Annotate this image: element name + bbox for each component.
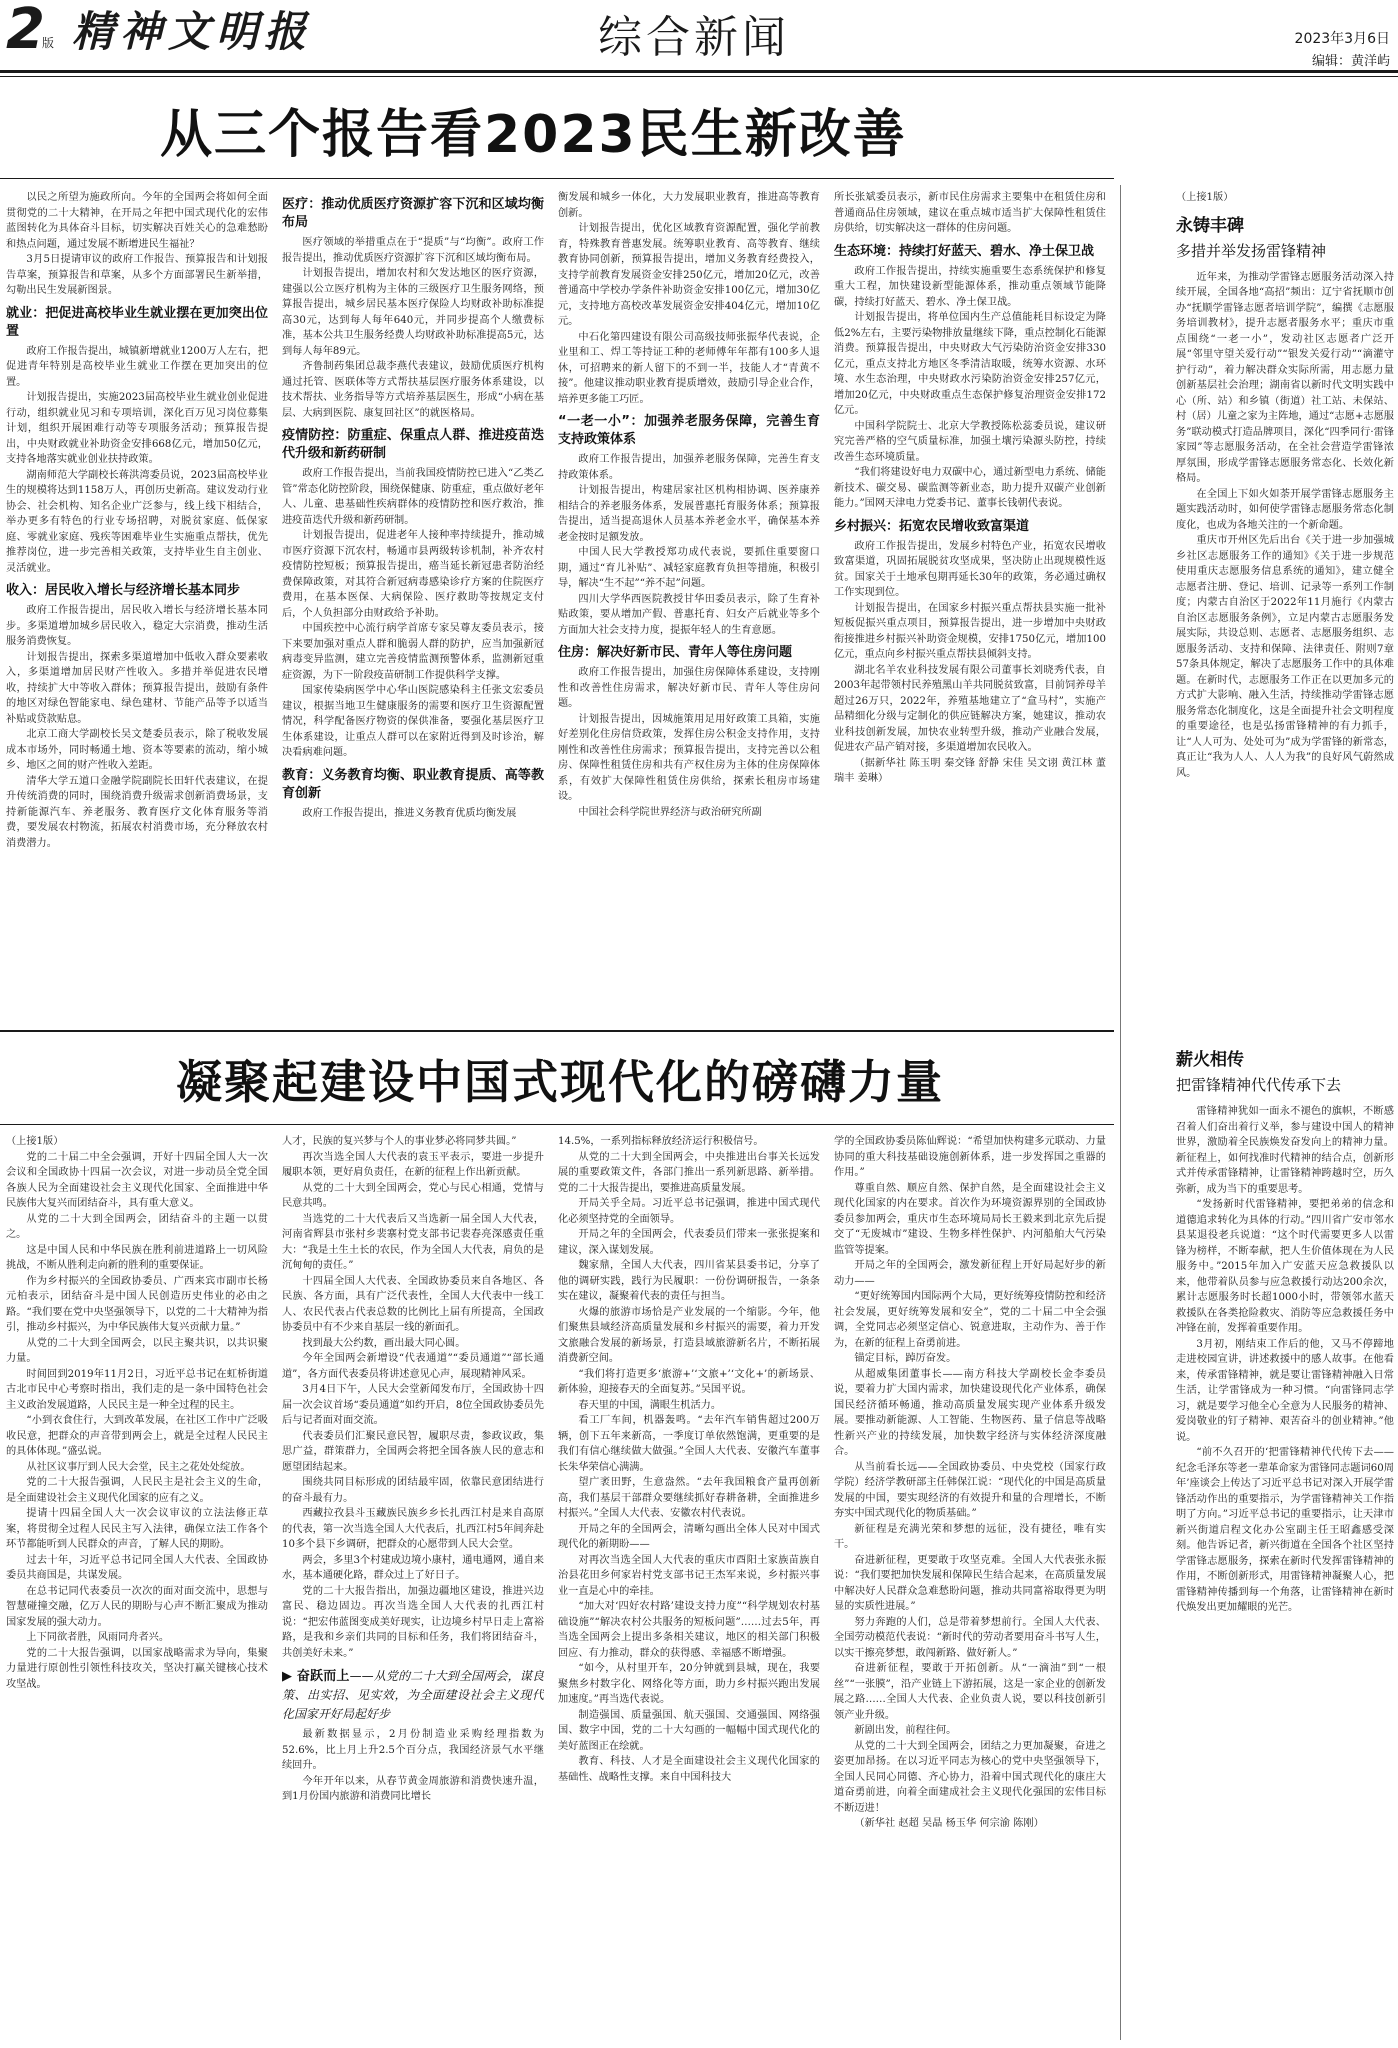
paragraph: 火爆的旅游市场恰是产业发展的一个缩影。今年，他们聚焦县域经济高质量发展和乡村振兴的需要，着力开发文旅融合发展的新场景，打造县域旅游新名片，不断拓展消费新空间。 bbox=[558, 1306, 820, 1364]
article1-column-2 bbox=[282, 190, 544, 1020]
paragraph: 政府工作报告提出，城镇新增就业1200万人左右，把促进青年特别是高校毕业生就业工作摆在更加突出的位置。 bbox=[6, 345, 268, 388]
paragraph: “更好统筹国内国际两个大局，更好统筹疫情防控和经济社会发展，更好统筹发展和安全”，党的二十届二中全会强调，全党同志必须坚定信心、锐意进取，主动作为、善于作为，在新的征程上奋勇前进。 bbox=[834, 1291, 1106, 1349]
paragraph: 从党的二十大到全国两会，中央推进出台事关长远发展的重要政策文件，各部门推出一系列新思路、新举措。党的二十大报告提出，要推进高质量发展。 bbox=[558, 1151, 820, 1194]
article2-column-2 bbox=[282, 1134, 544, 2040]
paragraph: 努力奔跑的人们，总是带着梦想前行。全国人大代表、全国劳动模范代表说：“新时代的劳动者要用奋斗书写人生，以实干擦亮梦想，敢闯新路、做好新人。” bbox=[834, 1616, 1106, 1659]
paragraph: 学的全国政协委员陈仙辉说：“希望加快构建多元联动、力量协同的重大科技基础设施创新体系，进一步发挥国之重器的作用。” bbox=[834, 1136, 1106, 1178]
paragraph: 计划报告提出，增加农村和欠发达地区的医疗资源，建强以公立医疗机构为主体的三级医疗卫生服务网络，预算报告提出，城乡居民基本医疗保险人均财政补助标准提高30元，达到每人每年640元，并同步提高个人缴费标准，基本公共卫生服务经费人均财政补助标准提高5元，达到每人每年89元。 bbox=[282, 268, 544, 357]
paragraph: 从党的二十大到全国两会，以民主聚共识，以共识聚力量。 bbox=[6, 1337, 268, 1364]
page-number: 2 bbox=[6, 0, 45, 62]
paragraph: 提请十四届全国人大一次会议审议的立法法修正草案，将贯彻全过程人民民主写入法律，确保立法工作各个环节都能听到人民群众的声音，了解人民的期盼。 bbox=[6, 1508, 268, 1550]
paragraph: 重庆市开州区先后出台《关于进一步加强城乡社区志愿服务工作的通知》《关于进一步规范使用重庆志愿服务信息系统的通知》，建立健全志愿者注册、登记、培训、记录等一系列工作制度；内蒙古自治区于2022年11月施行《内蒙古自治区志愿服务条例》，立足内蒙古志愿服务发展实际，共设总则、志愿者、志愿服务组织、志愿服务活动、支持和保障、法律责任、附则7章57条具体规定，解决了志愿服务工作中的具体难题。在新时代，志愿服务工作正在以更加多元的方式扩大影响、融入生活，持续推动学雷锋志愿服务常态化制度化，这是全面提升社会文明程度的重要途径，也是弘扬雷锋精神的有力抓手，让“人人可为、处处可为”成为学雷锋的新常态，真正让“我为人人、人人为我”的良好风气蔚然成风。 bbox=[1176, 535, 1394, 779]
sidebar-divider bbox=[1120, 185, 1121, 2040]
subheading-mark-icon: ▶ bbox=[282, 1669, 293, 1684]
masthead-rule bbox=[0, 70, 1398, 73]
paragraph: 计划报告提出，构建居家社区机构相协调、医养康养相结合的养老服务体系，发展普惠托育服务体系；预算报告提出，适当提高退休人员基本养老金水平，确保基本养老金按时足额发放。 bbox=[558, 485, 820, 543]
paragraph: 计划报告提出，探索多渠道增加中低收入群众要素收入，多渠道增加居民财产性收入。多措并举促进农民增收，持续扩大中等收入群体；预算报告提出，鼓励有条件的地区对绿色智能家电、绿色建材、节能产品等予以适当补贴或贷款贴息。 bbox=[6, 651, 268, 725]
paragraph: 政府工作报告提出，加强养老服务保障，完善生育支持政策体系。 bbox=[558, 454, 820, 481]
paragraph: 教育、科技、人才是全面建设社会主义现代化国家的基础性、战略性支撑。来自中国科技大 bbox=[558, 1756, 820, 1783]
paragraph: 中国社会科学院世界经济与政治研究所副 bbox=[578, 806, 762, 818]
paragraph: 计划报告提出，在国家乡村振兴重点帮扶县实施一批补短板促振兴重点项目，预算报告提出，进一步增加中央财政衔接推进乡村振兴补助资金规模，安排1750亿元，增加100亿元，重点向乡村振兴重点帮扶县倾斜支持。 bbox=[834, 602, 1106, 660]
issue-date: 2023年3月6日 bbox=[1294, 31, 1390, 47]
paragraph: 最新数据显示，2月份制造业采购经理指数为52.6%，比上月上升2.5个百分点，我国经济景气水平继续回升。 bbox=[282, 1729, 544, 1771]
paragraph: 中国疾控中心流行病学首席专家吴尊友委员表示，接下来要加强对重点人群和脆弱人群的防护，应当加强新冠病毒变异监测，建立完善疫情监测预警体系，监测新冠重症资源，为下一阶段疫苗研制工作提供科学支撑。 bbox=[282, 623, 544, 681]
paragraph: 衡发展和城乡一体化，大力发展职业教育，推进高等教育创新。 bbox=[558, 192, 820, 219]
paragraph: 从党的二十大到全国两会，团结之力更加凝聚，奋进之姿更加昂扬。在以习近平同志为核心的党中央坚强领导下，全国人民同心同德、齐心协力，沿着中国式现代化的康庄大道奋勇前进，向着全面建成社会主义现代化强国的宏伟目标不断迈进！ bbox=[834, 1740, 1106, 1814]
paragraph: 两会，多里3个村建成边境小康村，通电通网，通自来水，基本通硬化路，群众过上了好日子。 bbox=[282, 1554, 544, 1581]
subheading: 就业：把促进高校毕业生就业摆在更加突出位置 bbox=[6, 305, 268, 339]
article2-column-1 bbox=[6, 1134, 268, 2040]
paragraph: 开局之年的全国两会，激发新征程上开好局起好步的新动力—— bbox=[834, 1260, 1106, 1287]
paragraph: 在总书记同代表委员一次次的面对面交流中，思想与智慧碰撞交融，亿万人民的期盼与心声不断汇聚成为推动国家发展的强大动力。 bbox=[6, 1585, 268, 1628]
paragraph: 政府工作报告提出，居民收入增长与经济增长基本同步。多渠道增加城乡居民收入，稳定大宗消费，推动生活服务消费恢复。 bbox=[6, 605, 268, 647]
byline: （据新华社 陈玉明 秦交锋 舒静 宋佳 吴文诩 黄江林 董瑞丰 姜琳） bbox=[834, 757, 1106, 784]
paragraph: 政府工作报告提出，持续实施重要生态系统保护和修复重大工程，加快建设新型能源体系，推动重点领域节能降碳，持续打好蓝天、碧水、净土保卫战。 bbox=[834, 265, 1106, 308]
paragraph: 开局关乎全局。习近平总书记强调，推进中国式现代化必须坚持党的全面领导。 bbox=[558, 1198, 820, 1225]
paragraph: “我们将打造更多‘旅游+’‘文旅+’‘文化+’的新场景、新体验，迎接春天的全面复苏。”吴国平说。 bbox=[558, 1368, 820, 1395]
sidebar-article2-headline: 薪火相传 bbox=[1176, 1050, 1244, 1070]
paragraph: 再次当选全国人大代表的袁玉平表示，要进一步提升履职本领，更好肩负责任，在新的征程上作出新贡献。 bbox=[282, 1151, 544, 1178]
masthead-rule-thin bbox=[0, 76, 1398, 77]
paragraph: 湖南师范大学副校长蒋洪湾委员说，2023届高校毕业生的规模将达到1158万人，再创历史新高。建议发动行业协会、社会机构、知名企业广泛参与，线上线下相结合，举办更多有特色的行业专场招聘，对脱贫家庭、低保家庭、零就业家庭、残疾等困难毕业生实施重点帮扶，优先推荐岗位，进一步完善相关政策，支持毕业生自主创业、灵活就业。 bbox=[6, 469, 268, 574]
sidebar-article2-deck: 把雷锋精神代代传承下去 bbox=[1176, 1076, 1342, 1094]
paragraph: 代表委员们汇聚民意民智，履职尽责，参政议政，集思广益，群策群力，全国两会将把全国各族人民的意志和愿望团结起来。 bbox=[282, 1430, 544, 1473]
paragraph: 政府工作报告提出，当前我国疫情防控已进入“乙类乙管”常态化防控阶段，围绕保健康、防重症，重点做好老年人、儿童、患基础性疾病群体的疫情防控和医疗救治，推进疫苗迭代升级和新药研制。 bbox=[282, 468, 544, 526]
paragraph: 从党的二十大到全国两会，团结奋斗的主题一以贯之。 bbox=[6, 1213, 268, 1240]
subheading bbox=[282, 1667, 544, 1724]
sidebar-column-top bbox=[1176, 190, 1394, 1030]
paragraph: 党的二十大报告强调，以国家战略需求为导向，集聚力量进行原创性引领性科技攻关，坚决打赢关键核心技术攻坚战。 bbox=[6, 1647, 268, 1690]
paragraph: 雷锋精神犹如一面永不褪色的旗帜，不断感召着人们奋出着行义举，参与建设中国人的精神世界，激励着全民族焕发奋发向上的精神力量。新征程上，如何找准时代精神的结合点，创新形式并传承雷锋精神，让雷锋精神跨越时空，历久弥新，成为当下的重要思考。 bbox=[1176, 1106, 1394, 1195]
sidebar-article1-headline: 永铸丰碑 bbox=[1176, 215, 1244, 236]
section-title: 综合新闻 bbox=[598, 12, 790, 63]
edition-label: 版 bbox=[42, 36, 55, 50]
paragraph: 中国科学院院士、北京大学教授陈松蕊委员说，建议研究完善严格的空气质量标准，加强土壤污染源头防控，持续改善生态环境质量。 bbox=[834, 420, 1106, 463]
paragraph: 从超威集团董事长——南方科技大学副校长金李委员说，要着力扩大国内需求，加快建设现代化产业体系，确保国民经济循环畅通，推动高质量发展实现产业体系升级发展。要推动新能源、人工智能、生物医药、量子信息等战略性新兴产业的持续发展，加快数字经济与实体经济深度融合。 bbox=[834, 1368, 1106, 1457]
paragraph: 尊重自然、顺应自然、保护自然，是全面建设社会主义现代化国家的内在要求。首次作为环境资源界别的全国政协委员参加两会，重庆市生态环境局局长王毅来到北京先后提交了“无废城市”建设、生物多样性保护、内河船舶大气污染监管等提案。 bbox=[834, 1182, 1106, 1256]
article2-headline-rule bbox=[0, 1124, 1114, 1125]
paragraph: 上下同欲者胜，风雨同舟者兴。 bbox=[26, 1632, 170, 1643]
paragraph: “发扬新时代雷锋精神，要把弟弟的信念和道德追求转化为具体的行动。”四川省广安市邻水县某退役老兵说道：“这个时代需要更多人以雷锋为榜样，不断奉献，把人生价值体现在为人民服务中。”2015年加入广安蓝天应急救援队以来，他带着队员参与应急救援行动达200余次，累计志愿服务时长超1000小时，带领邻水蓝天救援队在各类抢险救灾、消防等应急救援任务中冲锋在前，发挥着重要作用。 bbox=[1176, 1199, 1394, 1334]
paragraph: 新征程是充满光荣和梦想的远征，没有捷径，唯有实干。 bbox=[834, 1523, 1106, 1550]
paragraph: 从党的二十大到全国两会，党心与民心相通，党情与民意共鸣。 bbox=[282, 1182, 544, 1209]
paragraph: 计划报告提出，优化区域教育资源配置，强化学前教育，特殊教育普惠发展。统筹职业教育、高等教育、继续教育协同创新，预算报告提出，增加义务教育经费投入，支持学前教育发展资金安排250亿元，增加20亿元，改善普通高中学校办学条件补助资金安排100亿元，增加30亿元，支持地方高校改革发展资金安排404亿元，增加10亿元。 bbox=[558, 223, 820, 327]
paragraph: 春天里的中国，满眼生机活力。 bbox=[578, 1399, 722, 1411]
paragraph: 今年全国两会新增设“代表通道”“委员通道”“部长通道”，各方面代表委员将讲述意见心声，展现精神风采。 bbox=[282, 1353, 544, 1380]
article1-column-3 bbox=[558, 190, 820, 1020]
paragraph: 医疗领域的举措重点在于“提质”与“均衡”。政府工作报告提出，推动优质医疗资源扩容下沉和区域均衡布局。 bbox=[282, 237, 544, 264]
paragraph: 开局之年的全国两会，清晰勾画出全体人民对中国式现代化的新期盼—— bbox=[558, 1523, 820, 1550]
paragraph: “如今，从村里开车，20分钟就到县城，现在，我要聚焦乡村数字化、网络化等方面，助力乡村振兴跑出发展加速度。”再当选代表说。 bbox=[558, 1663, 820, 1705]
article1-headline: 从三个报告看2023民生新改善 bbox=[160, 105, 907, 165]
subheading: 医疗：推动优质医疗资源扩容下沉和区域均衡布局 bbox=[282, 197, 544, 230]
paragraph: 望广袤田野，生意盎然。“去年我国粮食产量再创新高，我们基层干部群众要继续抓好春耕备耕，全面推进乡村振兴。”全国人大代表、安徽农村代表说。 bbox=[558, 1477, 820, 1519]
subheading: “一老一小”：加强养老服务保障，完善生育支持政策体系 bbox=[558, 414, 820, 447]
paragraph: 开局之年的全国两会，代表委员们带来一张张提案和建议，深入谋划发展。 bbox=[558, 1229, 820, 1256]
paragraph: 近年来，为推动学雷锋志愿服务活动深入持续开展，全国各地“高招”频出：辽宁省抚顺市创办“抚顺学雷锋志愿者培训学院”，编撰《志愿服务培训教材》，提升志愿者服务水平；重庆市重点围绕“一老一小”，发动社区志愿者广泛开展“邻里守望关爱行动”“银发关爱行动”“滴灌守护行动”，着力解决群众实际所需，用志愿力量创新基层社会治理；湖南省以新时代文明实践中心（所、站）和乡镇（街道）社工站、未保站、村（居）儿童之家为主阵地，通过“志愿+志愿服务”联动模式打造品牌项目，深化“四季同行·雷锋家园”等志愿服务活动，在全社会营造学雷锋浓厚氛围，形成学雷锋志愿服务常态化、长效化新格局。 bbox=[1176, 271, 1394, 484]
subheading-deck: ——从党的二十大到全国两会，谋良策、出实招、见实效，为全面建设社会主义现代化国家开好局起好步 bbox=[282, 1669, 544, 1721]
subheading: 收入：居民收入增长与经济增长基本同步 bbox=[6, 583, 241, 598]
paragraph: “我们将建设好电力双碳中心，通过新型电力系统、储能新技术、碳交易、碳监测等新业态，助力提升双碳产业创新能力。”国网天津电力党委书记、董事长钱朝代表说。 bbox=[834, 467, 1106, 509]
paragraph: 中国人民大学教授郑功成代表说，要抓住重要窗口期，通过“育儿补贴”、减轻家庭教育负担等措施，积极引导，解决“生不起”“养不起”问题。 bbox=[558, 547, 820, 589]
paragraph: 人才，民族的复兴梦与个人的事业梦必将同梦共圆。” bbox=[282, 1136, 517, 1147]
subheading: 生态环境：持续打好蓝天、碧水、净土保卫战 bbox=[834, 243, 1095, 259]
paragraph: 14.5%，一系列指标释放经济运行积极信号。 bbox=[558, 1136, 764, 1147]
paragraph: 湖北名羊农业科技发展有限公司董事长刘晓秀代表，自2003年起带领村民养殖黑山羊共同脱贫致富，目前饲养母羊超过26万只，2022年，养殖基地建立了“盒马村”，实施产品精细化分级与定制化的供应链解决方案，她建议，推动农业科技创新发展，加快农业转型升级，推动产业融合发展，促进农产品产销对接，多渠道增加农民收入。 bbox=[834, 664, 1106, 753]
sidebar-column-bottom bbox=[1176, 1040, 1394, 2040]
paragraph: 锚定目标，踔厉奋发。 bbox=[854, 1353, 957, 1364]
editor-credit: 编辑：黄洋屿 bbox=[1311, 54, 1390, 69]
paragraph: 围绕共同目标形成的团结最牢固，依靠民意团结进行的奋斗最有力。 bbox=[282, 1477, 544, 1504]
newspaper-name: 精神文明报 bbox=[72, 7, 313, 56]
paragraph: 时间回到2019年11月2日，习近平总书记在虹桥街道古北市民中心考察时指出，我们走的是一条中国特色社会主义政治发展道路，人民民主是一种全过程的民主。 bbox=[6, 1368, 268, 1411]
subheading-title: 奋跃而上 bbox=[296, 1669, 350, 1684]
paragraph: 以民之所望为施政所向。今年的全国两会将如何全面贯彻党的二十大精神，在开局之年把中国式现代化的宏伟蓝图转化为具体奋斗目标，切实解决百姓关心的急难愁盼和热点问题，通过发展不断增进民生福祉？ bbox=[6, 192, 268, 250]
paragraph: 西藏拉孜县斗玉藏族民族乡乡长扎西江村是来自高原的代表，第一次当选全国人大代表后，扎西江村5年间奔赴10多个县下乡调研，把群众的心愿带到人民大会堂。 bbox=[282, 1508, 544, 1550]
paragraph: 从社区议事厅到人民大会堂，民主之花处处绽放。 bbox=[26, 1461, 251, 1473]
paragraph: 政府工作报告提出，发展乡村特色产业，拓宽农民增收致富渠道，巩固拓展脱贫攻坚成果，坚决防止出现规模性返贫。国家关于土地承包期再延长30年的政策，务必通过确权工作实现到位。 bbox=[834, 540, 1106, 598]
paragraph: 对再次当选全国人大代表的重庆市酉阳土家族苗族自治县花田乡何家岩村党支部书记王杰军来说，乡村振兴事业一直是心中的牵挂。 bbox=[558, 1554, 820, 1597]
paragraph: 奋进新征程，要敢于开拓创新。从“一滴油”到“一根丝”“一张膜”，沿产业链上下游拓展，这是一家企业的创新发展之路……全国人大代表、企业负责人说，要以科技创新引领产业升级。 bbox=[834, 1663, 1106, 1721]
paragraph: “加大对‘四好农村路’建设支持力度”“科学规划农村基础设施”“解决农村公共服务的短板问题”……过去5年，再当选全国两会上提出多条相关建议，地区的相关部门积极回应、有力推动，群众的获得感、幸福感不断增强。 bbox=[558, 1601, 820, 1659]
paragraph: “小到衣食住行，大到改革发展，在社区工作中广泛吸收民意，把群众的声音带到两会上，就是全过程人民民主的具体体现。”盛弘说。 bbox=[6, 1415, 268, 1457]
paragraph: 所长张斌委员表示，新市民住房需求主要集中在租赁住房和普通商品住房领域，建议在重点城市适当扩大保障性租赁住房供给，切实解决这一群体的住房问题。 bbox=[834, 192, 1106, 234]
paragraph: 国家传染病医学中心华山医院感染科主任张文宏委员建议，根据当地卫生健康服务的需要和医疗卫生资源配置情况，科学配备医疗物资的保供准备，要强化基层医疗卫生体系建设，让重点人群可以在家附近得到及时诊治，解决看病难问题。 bbox=[282, 685, 544, 758]
paragraph: 当选党的二十大代表后又当选新一届全国人大代表，河南省辉县市张村乡裴寨村党支部书记裴春亮深感责任重大：“我是土生土长的农民，作为全国人大代表，肩负的是沉甸甸的责任。” bbox=[282, 1213, 544, 1271]
paragraph: 找到最大公约数，画出最大同心圆。 bbox=[302, 1337, 466, 1349]
paragraph: 政府工作报告提出，加强住房保障体系建设，支持刚性和改善性住房需求，解决好新市民、青年人等住房问题。 bbox=[558, 667, 820, 709]
paragraph: 作为乡村振兴的全国政协委员、广西来宾市副市长杨元柏表示，团结奋斗是中国人民创造历史伟业的必由之路。“我们要在党中央坚强领导下，以党的二十大精神为指引，推动乡村振兴，为中华民族伟大复兴贡献力量。” bbox=[6, 1275, 268, 1333]
paragraph: 中石化第四建设有限公司高级技师张振华代表说，企业里和工、焊工等持证工种的老师傅年年都有100多人退休，可招聘来的新人留下的不到一半，技能人才“青黄不接”。他建议推动职业教育提质增效，鼓励引导企业合作，培养更多能工巧匠。 bbox=[558, 331, 820, 405]
paragraph: 齐鲁制药集团总裁李燕代表建议，鼓励优质医疗机构通过托管、医联体等方式帮扶基层医疗服务体系建设，以技术帮扶、业务指导等方式培养基层医生，形成“小病在基层、大病到医院、康复回社区”的就医格局。 bbox=[282, 361, 544, 419]
paragraph: 3月初，刚结束工作后的他，又马不停蹄地走进校园宣讲，讲述救援中的感人故事。在他看来，传承雷锋精神，就是要让雷锋精神融入日常生活，让学雷锋成为一种习惯。“向雷锋同志学习，就是要学习他全心全意为人民服务的精神、爱岗敬业的钉子精神、艰苦奋斗的创业精神。”他说。 bbox=[1176, 1338, 1394, 1443]
paragraph: 在全国上下如火如荼开展学雷锋志愿服务主题实践活动时，如何使学雷锋志愿服务常态化制度化，也成为各地关注的一个新命题。 bbox=[1176, 488, 1394, 531]
paragraph: 十四届全国人大代表、全国政协委员来自各地区、各民族、各方面，具有广泛代表性，全国人大代表中一线工人、农民代表占代表总数的比例比上届有所提高，全国政协委员中有不少来自基层一线的新面孔。 bbox=[282, 1275, 544, 1333]
paragraph: 党的二十届二中全会强调，开好十四届全国人大一次会议和全国政协十四届一次会议，对进一步动员全党全国各族人民为全面建设社会主义现代化国家、全面推进中华民族伟大复兴而团结奋斗，具有重大意义。 bbox=[6, 1151, 268, 1209]
article1-column-4 bbox=[834, 190, 1106, 1020]
continuation-note: （上接1版） bbox=[6, 1136, 64, 1147]
paragraph: 清华大学五道口金融学院副院长田轩代表建议，在提升传统消费的同时，围绕消费升级需求创新消费场景，支持新能源汽车、养老服务、教育医疗文化体育服务等消费，要发展农村物流，拓展农村消费市场，充分释放农村消费潜力。 bbox=[6, 775, 268, 849]
article-divider bbox=[0, 1030, 1114, 1032]
article2-column-3 bbox=[558, 1134, 820, 2040]
paragraph: 计划报告提出，促进老年人接种率持续提升，推动城市医疗资源下沉农村，畅通市县两级转诊机制，补齐农村疫情防控短板；预算报告提出，癌当延长新冠患者防治经费保障政策，对其符合新冠病毒感染诊疗方案的住院医疗费用，在基本医保、大病保险、医疗救助等按规定支付后，个人负担部分由财政给予补助。 bbox=[282, 530, 544, 619]
paragraph: 党的二十大报告强调，人民民主是社会主义的生命，是全面建设社会主义现代化国家的应有之义。 bbox=[6, 1477, 268, 1504]
article1-column-1 bbox=[6, 190, 268, 1020]
paragraph: 党的二十大报告指出，加强边疆地区建设，推进兴边富民、稳边固边。再次当选全国人大代表的扎西江村说：“把宏伟蓝图变成美好现实，让边境乡村早日走上富裕路，是我和乡亲们共同的目标和任务，我们将团结奋斗，共创美好未来。” bbox=[282, 1585, 544, 1659]
paragraph: 今年开年以来，从春节黄金周旅游和消费快速升温，到1月份国内旅游和消费同比增长 bbox=[282, 1775, 544, 1802]
paragraph: 从当前看长远——全国政协委员、中央党校（国家行政学院）经济学教研部主任韩保江说：“现代化的中国是高质量发展的中国，要实现经济的有效提升和量的合理增长，不断夯实中国式现代化的物质基础。” bbox=[834, 1461, 1106, 1519]
paragraph: 制造强国、质量强国、航天强国、交通强国、网络强国、数字中国，党的二十大勾画的一幅幅中国式现代化的美好蓝图正在绘就。 bbox=[558, 1709, 820, 1752]
article1-headline-rule bbox=[0, 178, 1114, 179]
paragraph: 计划报告提出，因城施策用足用好政策工具箱，实施好差别化住房信贷政策，发挥住房公积金支持作用，支持刚性和改善性住房需求；预算报告提出，支持完善以公租房、保障性租赁住房和共有产权住房为主体的住房保障体系，有效扩大保障性租赁住房供给，探索长租房市场建设。 bbox=[558, 713, 820, 802]
paragraph: “前不久召开的‘把雷锋精神代代传下去——纪念毛泽东等老一辈革命家为雷锋同志题词60周年’座谈会上传达了习近平总书记对深入开展学雷锋活动作出的重要指示，为学雷锋精神关工作指明了方向。”习近平总书记的重要指示，让天津市新兴街道启程文化办公室副主任王昭鑫感受深刻。他告诉记者，新兴街道在全国各个社区坚持学雷锋志愿服务，探索在新时代发挥雷锋精神的作用，不断创新形式，用雷锋精神凝聚人心，把雷锋精神传播到每一个角落，让雷锋精神在新时代焕发出更加耀眼的光芒。 bbox=[1176, 1447, 1394, 1613]
paragraph: 这是中国人民和中华民族在胜利前进道路上一切风险挑战，不断从胜利走向新的胜利的重要保证。 bbox=[6, 1244, 268, 1271]
paragraph: 看工厂车间，机器轰鸣。“去年汽车销售超过200万辆，创下五年来新高，一季度订单依然饱满，更重要的是我们有信心继续做大做强。”全国人大代表、安徽汽车董事长朱华荣信心满满。 bbox=[558, 1415, 820, 1473]
paragraph: 3月5日提请审议的政府工作报告、预算报告和计划报告草案，预算报告和草案，从多个方面部署民生新举措，勾勒出民生发展新图景。 bbox=[6, 254, 268, 296]
subheading: 疫情防控：防重症、保重点人群、推进疫苗迭代升级和新药研制 bbox=[282, 428, 544, 461]
paragraph: 3月4日下午，人民大会堂新闻发布厅，全国政协十四届一次会议首场“委员通道”如约开启，8位全国政协委员先后与记者面对面交流。 bbox=[282, 1384, 544, 1426]
paragraph: 北京工商大学副校长吴文楚委员表示，除了税收发展成本市场外，同时畅通土地、资本等要素的流动，缩小城乡、地区之间的财产性收入差距。 bbox=[6, 729, 268, 771]
article2-column-4 bbox=[834, 1134, 1106, 2040]
paragraph: 计划报告提出，将单位国内生产总值能耗目标设定为降低2%左右，主要污染物排放量继续下降，重点控制化石能源消费。预算报告提出，中央财政大气污染防治资金安排330亿元，重点支持北方地区冬季清洁取暖，统筹水资源、水环境、水生态治理，中央财政水污染防治资金安排257亿元，增加20亿元，中央财政重点生态保护修复治理资金安排172亿元。 bbox=[834, 312, 1106, 416]
paragraph: 新剧出发，前程往何。 bbox=[854, 1725, 957, 1736]
paragraph: 过去十年，习近平总书记同全国人大代表、全国政协委员共商国是，共谋发展。 bbox=[6, 1554, 268, 1581]
continuation-note: （上接1版） bbox=[1176, 192, 1234, 203]
article2-headline: 凝聚起建设中国式现代化的磅礴力量 bbox=[176, 1055, 944, 1109]
paragraph: 政府工作报告提出，推进义务教育优质均衡发展 bbox=[302, 807, 517, 819]
subheading: 教育：义务教育均衡、职业教育提质、高等教育创新 bbox=[282, 767, 544, 801]
byline: （新华社 赵超 吴晶 杨玉华 何宗渝 陈刚） bbox=[854, 1818, 1044, 1829]
paragraph: 四川大学华西医院教授甘华田委员表示，除了生育补贴政策，要从增加产假、普惠托育、妇女产后就业等多个方面加大社会支持力度，提振年轻人的生育意愿。 bbox=[558, 593, 820, 636]
paragraph: 魏家鼎，全国人大代表，四川省某县委书记，分享了他的调研实践，践行为民履职：一份份调研报告，一条条实在建议，凝聚着代表的责任与担当。 bbox=[558, 1260, 820, 1302]
sidebar-article1-deck: 多措并举发扬雷锋精神 bbox=[1176, 241, 1327, 260]
paragraph: 计划报告提出，实施2023届高校毕业生就业创业促进行动，组织就业见习和专项培训，深化百万见习岗位募集计划，组织开展困难行动等专项服务活动；预算报告提出，中央财政就业补助资金安排668亿元，增加50亿元，支持各地落实就业创业扶持政策。 bbox=[6, 392, 268, 465]
subheading: 住房：解决好新市民、青年人等住房问题 bbox=[558, 645, 793, 660]
paragraph: 奋进新征程，更要敢于攻坚克难。全国人大代表张永振说：“我们要把加快发展和保障民生结合起来，在高质量发展中解决好人民群众急难愁盼问题，推动共同富裕取得更为明显的实质性进展。” bbox=[834, 1554, 1106, 1612]
subheading: 乡村振兴：拓宽农民增收致富渠道 bbox=[834, 518, 1030, 534]
